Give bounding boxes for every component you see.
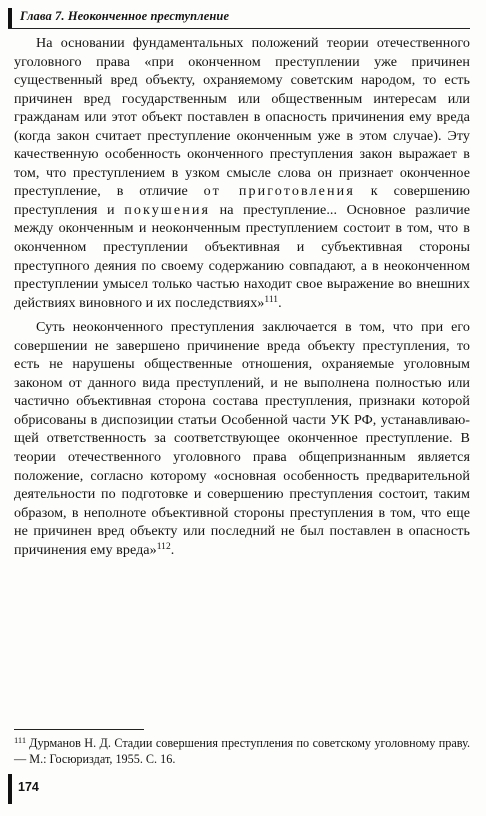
paragraph-1 — [14, 34, 470, 312]
footnote-divider — [14, 729, 144, 730]
spaced-term-attempt: покушения — [124, 201, 211, 218]
footnote-111 — [14, 735, 470, 767]
paragraph-2-end: . — [170, 541, 175, 558]
main-text — [14, 34, 470, 559]
paragraph-1-end: . — [278, 294, 282, 311]
footnote-reference-111[interactable]: 111 — [264, 294, 279, 305]
page-number: 174 — [18, 780, 39, 794]
footnote-number: 111 — [14, 735, 27, 745]
paragraph-1-part-2: к совершению преступления и — [14, 183, 470, 218]
spaced-term-preparation: от приготовления — [203, 183, 355, 200]
paragraph-1-part-3: на преступление... Основное различие между оконченным и неоконченным преступлением состоит в том, что в оконченном преступлении объективная и субъективная стороны преступного деяния по своему содержанию совпадают, а в неоконченном преступлении умысел только частью находит свое выражение во внешних действиях виновного и их последствиях» — [14, 201, 471, 311]
paragraph-2 — [14, 318, 470, 559]
paragraph-2-text: Суть неоконченного преступления заключается в том, что при его совершении не завершено причинение вреда объекту преступления, то есть не нарушены общественные отношения, охраняемые уголовным законом от данного вида преступлений, и не выполнена полностью или частично объективная сторона состава преступления, признаки которой обрисованы в диспозиции статьи Особенной части УК РФ, устанавливающей ответственность за соответствующее оконченное преступление. В теории отечественного уголовного права общепризнанным является положение, согласно которому «основная особенность предварительной деятельности по подготовке и совершению преступления состоит, таким образом, в неполноте объективной стороны преступления в том, что еще не причинен вред объекту или последний не был поставлен в опасность причинения ему вреда» — [14, 319, 470, 558]
page-number-marker-bar — [8, 774, 12, 804]
paragraph-1-part-1: На основании фундаментальных положений теории отечественного уголовного права «при оконченном преступлении уже причинен существенный вред объекту, охраняемому советским народом, то есть причинен вред государственным или общественным интересам или гражданам или этот объект поставлен в опасность причинения ему вреда (когда закон считает преступление оконченным уже в этом случае). Эту качественную особенность оконченного преступления закон выражает в том, что преступлением в узком смысле слова он признает оконченное преступление, в отличие — [14, 35, 470, 200]
chapter-title: Глава 7. Неоконченное преступление — [20, 9, 230, 23]
footnote-reference-112[interactable]: 112 — [156, 541, 171, 552]
footnote-text: Дурманов Н. Д. Стадии совершения преступления по советскому уголовному праву. — М.: Госюриздат, 1955. С. 16. — [14, 736, 470, 766]
header-marker-bar — [8, 8, 12, 28]
running-header — [8, 6, 470, 29]
